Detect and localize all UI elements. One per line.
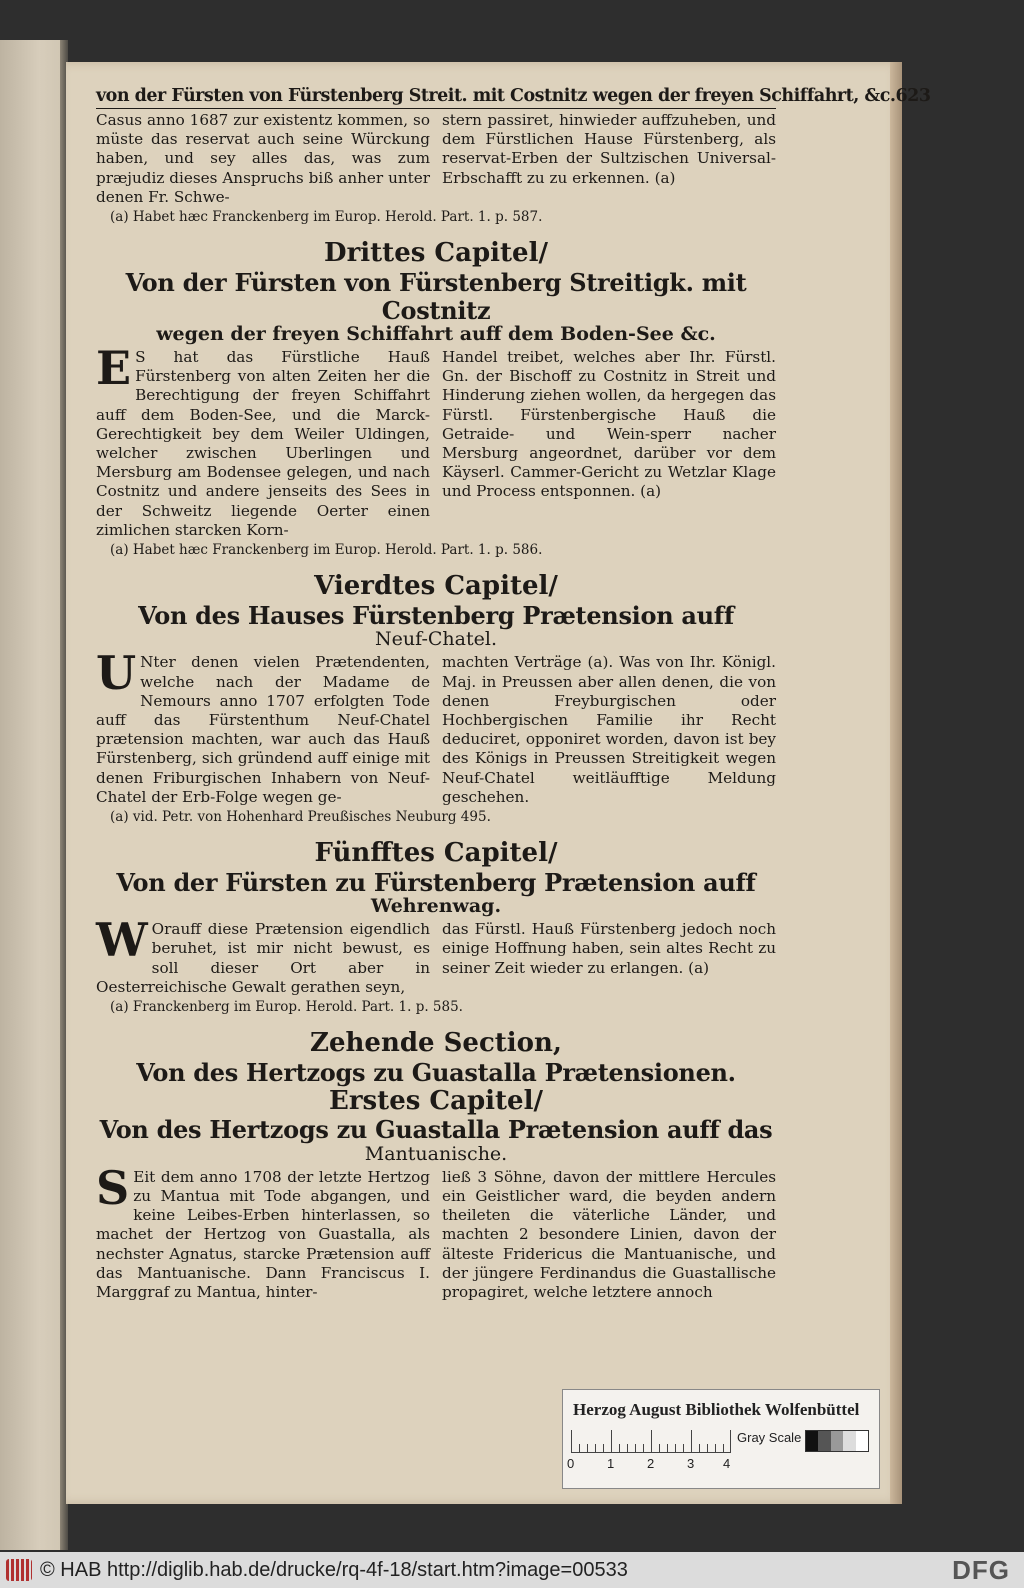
page-edge — [890, 62, 902, 1504]
gray-scale-swatches — [805, 1430, 869, 1452]
chapter5-right: das Fürstl. Hauß Fürstenberg jedoch noch einige Hoffnung haben, sein altes Recht zu seiner Zeit wieder zu erlangen. (a) — [442, 920, 776, 977]
intro-right: stern passiret, hinwieder auffzuheben, und dem Fürstlichen Hause Fürstenberg, als reservat-Erben der Sultzischen Universal-Erbschafft zu zu erkennen. (a) — [442, 111, 776, 187]
footnote: (a) vid. Petr. von Hohenhard Preußisches Neuburg 495. — [110, 808, 491, 825]
left-page-edge — [0, 40, 66, 1550]
chapter3-columns — [96, 340, 776, 540]
drop-cap: S — [96, 1160, 130, 1215]
section-heading: Zehende Section, — [310, 1028, 562, 1059]
dfg-logo: DFG — [952, 1554, 1010, 1585]
chapter-subtitle: Neuf-Chatel. — [375, 628, 497, 651]
chapter-heading: Drittes Capitel/ — [324, 238, 548, 269]
ruler-number: 2 — [647, 1456, 655, 1471]
chapter-heading: Vierdtes Capitel/ — [314, 570, 558, 601]
gray-scale-label: Gray Scale — [737, 1430, 802, 1445]
chapter1-right: ließ 3 Söhne, davon der mittlere Hercules ein Geistlicher ward, die beyden andern theileten die väterliche Länder, und machten 2 besondere Linien, davon der älteste Fridericus die Mantuanische, und der jüngere Ferdinandus die Guastallische propagiret, welche letztere annoch — [442, 1167, 776, 1302]
chapter-heading: Erstes Capitel/ — [329, 1085, 543, 1116]
chapter4-columns — [96, 646, 776, 807]
chapter3-left: S hat das Fürstliche Hauß Fürstenberg von alten Zeiten her die Berechtigung der freyen Schiffahrt auff dem Boden-See, und die Marck-Gerechtigkeit bey dem Weiler Uldingen, welcher zwischen Uberlingen und Mersburg am Bodensee gelegen, und nach Costnitz und andere jenseits des Sees in der Schweitz liegende Oerter einen zimlichen starcken Korn- — [96, 347, 430, 539]
footnote: (a) Habet hæc Franckenberg im Europ. Herold. Part. 1. p. 586. — [110, 541, 543, 558]
chapter-title: Von des Hertzogs zu Guastalla Prætension auff das — [99, 1115, 773, 1145]
running-head — [96, 86, 931, 109]
chapter3-right: Handel treibet, welches aber Ihr. Fürstl. Gn. der Bischoff zu Costnitz in Streit und Hinderung ziehen wollen, da hergegen das Fürstl. Fürstenbergische Hauß die Getraide- und Wein-sperr nacher Mersburg angeordnet, darüber vor dem Käyserl. Cammer-Gericht zu Wetzlar Klage und Process entsponnen. (a) — [442, 347, 776, 501]
ruler — [571, 1428, 731, 1453]
ruler-number: 0 — [567, 1456, 575, 1471]
ruler-number: 1 — [607, 1456, 615, 1471]
chapter4-left: Nter denen vielen Prætendenten, welche nach der Madame de Nemours anno 1707 erfolgten Tode auff das Fürstenthum Neuf-Chatel prætension machten, war auch das Hauß Fürstenberg, sich gründend auff einige mit denen Friburgischen Inhabern von Neuf-Chatel der Erb-Folge wegen ge- — [96, 653, 430, 806]
chapter-subtitle: Wehrenwag. — [370, 895, 502, 918]
ruler-number: 4 — [723, 1456, 731, 1471]
chapter1-left: Eit dem anno 1708 der letzte Hertzog zu Mantua mit Tode abgangen, und keine Leibes-Erben hinterlassen, so machet der Hertzog von Guastalla, als nechster Agnatus, starcke Prætension auff das Mantuanische. Dann Franciscus I. Marggraf zu Mantua, hinter- — [96, 1167, 430, 1302]
running-head-title: von der Fürsten von Fürstenberg Streit. mit Costnitz wegen der freyen Schiffahrt, &c. — [96, 86, 896, 106]
page-number: 623 — [895, 86, 931, 106]
drop-cap: E — [96, 340, 132, 395]
viewer-footer — [0, 1552, 1024, 1588]
chapter5-columns — [96, 913, 776, 997]
drop-cap: W — [96, 913, 148, 968]
drop-cap: U — [96, 646, 137, 701]
intro-columns — [96, 111, 776, 207]
chapter-subtitle: Mantuanische. — [364, 1143, 508, 1166]
chapter5-left: Orauff diese Prætension eigendlich beruhet, ist mir nicht bewust, es soll dieser Ort aber in Oesterreichische Gewalt gerathen seyn, — [96, 920, 430, 996]
footnote: (a) Habet hæc Franckenberg im Europ. Herold. Part. 1. p. 587. — [110, 209, 543, 226]
chapter-heading: Fünfftes Capitel/ — [314, 837, 558, 868]
chapter-title: Von der Fürsten zu Fürstenberg Prætension auff — [116, 867, 756, 897]
page-content — [96, 86, 931, 1302]
chapter-title: Von der Fürsten von Fürstenberg Streitigk. mit Costnitz — [125, 267, 747, 325]
footnote: (a) Franckenberg im Europ. Herold. Part. 1. p. 585. — [110, 999, 463, 1016]
chapter-title: Von des Hauses Fürstenberg Prætension auff — [138, 600, 734, 630]
ruler-number: 3 — [687, 1456, 695, 1471]
chapter1-columns — [96, 1160, 776, 1302]
chapter-subtitle: wegen der freyen Schiffahrt auff dem Boden-See &c. — [156, 323, 716, 346]
barcode-icon — [6, 1559, 32, 1581]
source-link[interactable]: © HAB http://diglib.hab.de/drucke/rq-4f-18/start.htm?image=00533 — [40, 1558, 628, 1581]
chapter4-right: machten Verträge (a). Was von Ihr. Königl. Maj. in Preussen aber allen denen, die von denen Freyburgischen oder Hochbergischen Familie ihr Recht deduciret, opponiret worden, davon ist bey des Königs in Preussen Streitigkeit wegen Neuf-Chatel weitläufftige Meldung geschehen. — [442, 653, 776, 806]
library-color-scale — [562, 1389, 880, 1489]
library-name: Herzog August Bibliothek Wolfenbüttel — [573, 1400, 860, 1419]
section-title: Von des Hertzogs zu Guastalla Prætensionen. — [136, 1057, 736, 1087]
intro-left: Casus anno 1687 zur existentz kommen, so müste das reservat auch seine Würckung haben, und sey alles das, was zum præjudiz dieses Anspruchs biß anher unter denen Fr. Schwe- — [96, 111, 430, 206]
